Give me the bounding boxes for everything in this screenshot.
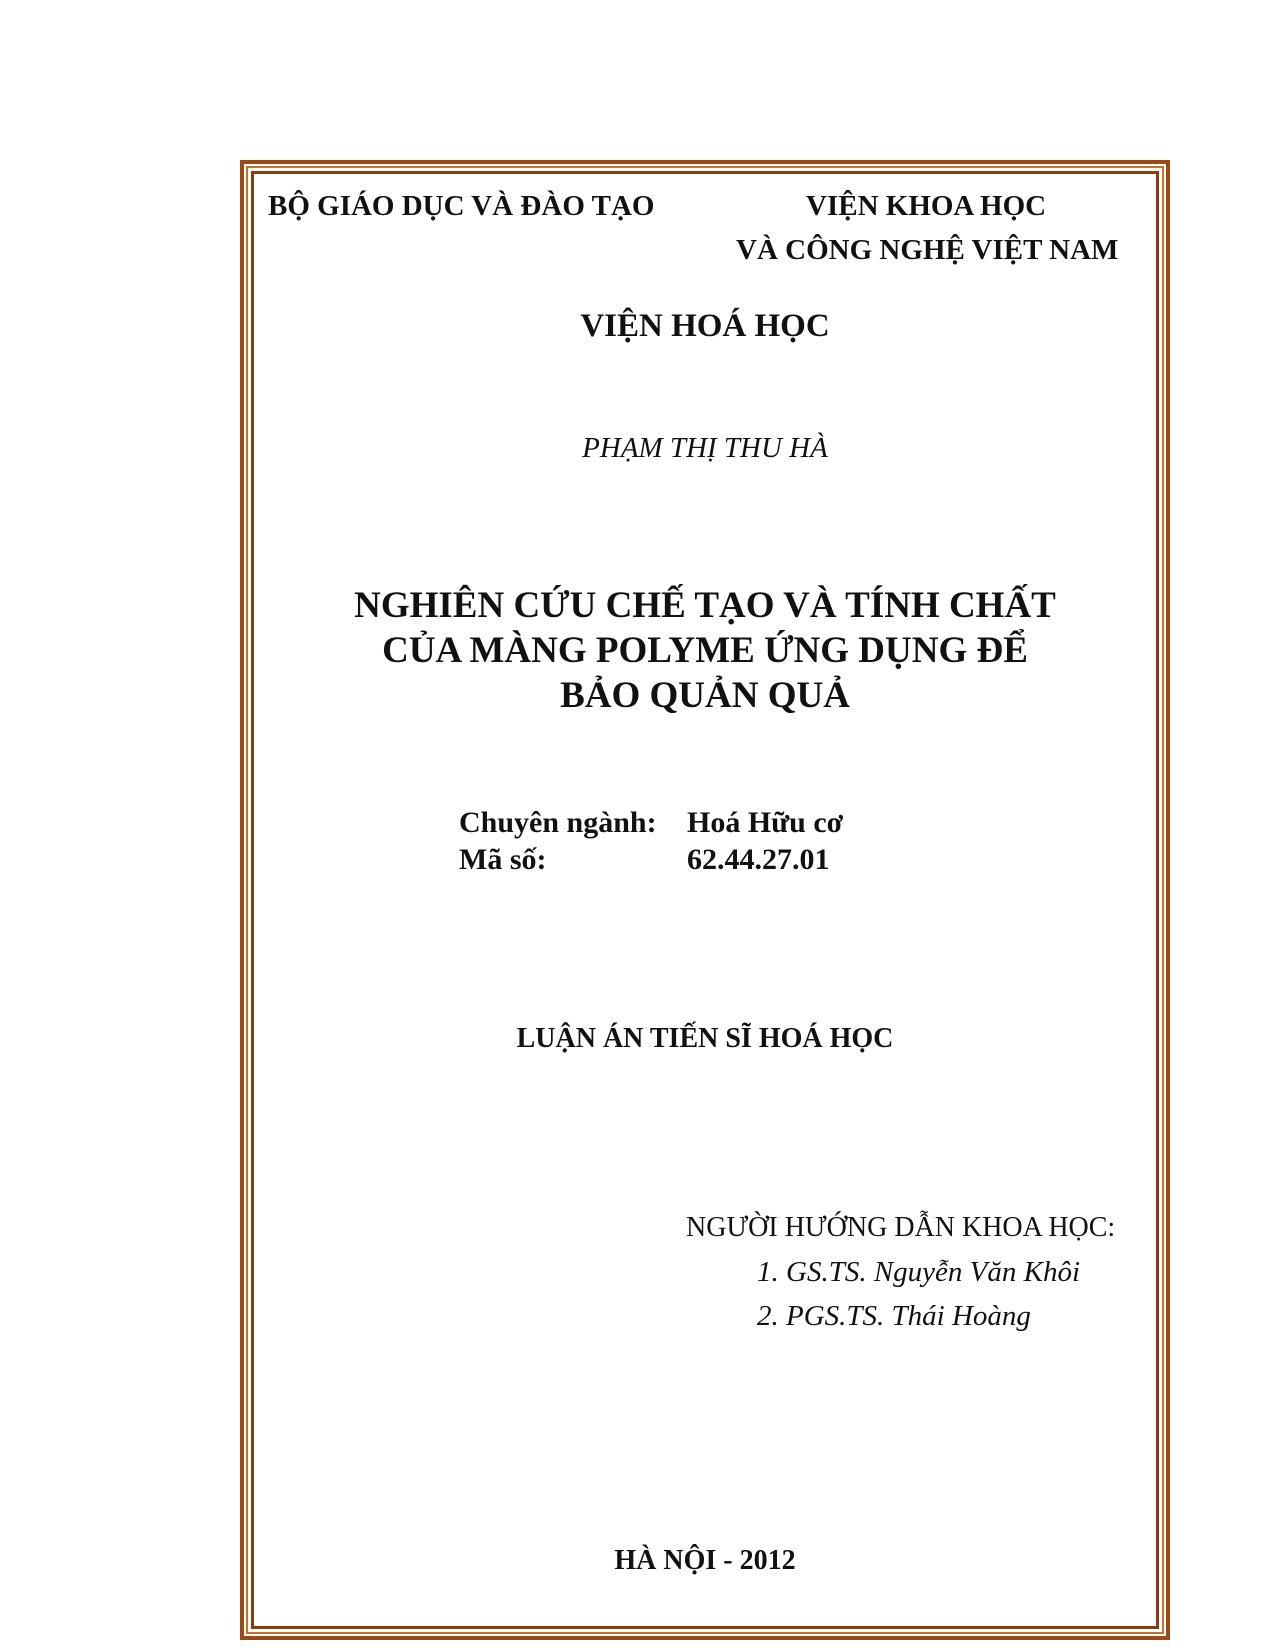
- academy-name-line1: VIỆN KHOA HỌC: [806, 190, 1047, 222]
- page-border-inner: [251, 171, 1159, 1629]
- thesis-title-line-3: BẢO QUẢN QUẢ: [560, 675, 850, 716]
- code-label: Mã số:: [459, 843, 547, 876]
- specialization-value: Hoá Hữu cơ: [687, 806, 844, 839]
- institute-name: VIỆN HOÁ HỌC: [580, 308, 830, 344]
- advisor-2: 2. PGS.TS. Thái Hoàng: [757, 1300, 1031, 1332]
- specialization-label: Chuyên ngành:: [459, 806, 657, 839]
- academy-name-line2: VÀ CÔNG NGHỆ VIỆT NAM: [736, 234, 1119, 266]
- advisors-heading: NGƯỜI HƯỚNG DẪN KHOA HỌC:: [686, 1212, 1116, 1243]
- author-name: PHẠM THỊ THU HÀ: [582, 432, 828, 464]
- thesis-title-line-1: NGHIÊN CỨU CHẾ TẠO VÀ TÍNH CHẤT: [354, 585, 1056, 626]
- place-and-year: HÀ NỘI - 2012: [614, 1545, 796, 1576]
- degree-title: LUẬN ÁN TIẾN SĨ HOÁ HỌC: [516, 1023, 894, 1054]
- code-value: 62.44.27.01: [687, 843, 830, 876]
- thesis-title-line-2: CỦA MÀNG POLYME ỨNG DỤNG ĐỂ: [382, 630, 1028, 671]
- ministry-name: BỘ GIÁO DỤC VÀ ĐÀO TẠO: [268, 190, 655, 222]
- advisor-1: 1. GS.TS. Nguyễn Văn Khôi: [757, 1256, 1081, 1288]
